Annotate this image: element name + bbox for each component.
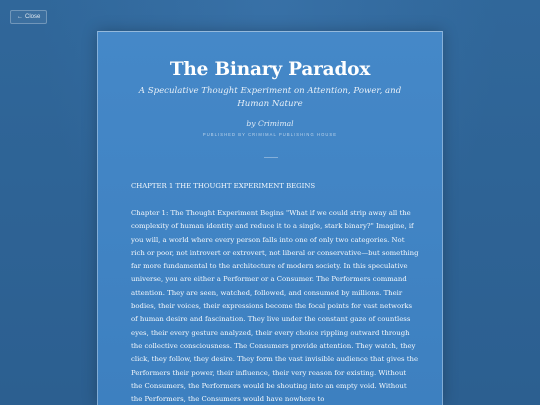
book-page[interactable] — [97, 31, 443, 405]
book-publisher: PUBLISHED BY CRIMIMAL PUBLISHING HOUSE — [202, 132, 338, 137]
close-button[interactable] — [10, 10, 47, 24]
chapter-heading: CHAPTER 1 THE THOUGHT EXPERIMENT BEGINS — [131, 182, 316, 190]
title-divider — [264, 157, 278, 158]
book-author: by Crimimal — [246, 119, 294, 128]
close-button-label: Close — [25, 14, 41, 20]
book-subtitle: A Speculative Thought Experiment on Attention, Power, and Human Nature — [138, 86, 402, 109]
arrow-left-icon: ← — [17, 14, 23, 20]
book-title: The Binary Paradox — [169, 59, 371, 80]
chapter-body-text: Chapter 1: The Thought Experiment Begins "What if we could strip away all the complexity of human identity and reduce it to a single, stark binary?" Imagine, if you will, a world where every person falls into one of only two categories. Not rich or poor, not introvert or extrovert, not liberal or conservative—but something far more fundamental to the architecture of modern society. In this speculative universe, you are either a Performer or a Consumer. The Performers command attention. They are seen, watched, followed, and consumed by millions. Their bodies, their voices, their expressions become the focal points for vast networks of human desire and fascination. They live under the constant gaze of countless eyes, their every gesture analyzed, their every choice rippling outward through the collective consciousness. The Consumers provide attention. They watch, they click, they follow, they desire. They form the vast invisible audience that gives the Performers their power, their influence, their very reason for existing. Without the Consumers, the Performers would be shouting into an empty void. Without the Performers, the Consumers would have nowhere to — [131, 209, 419, 404]
